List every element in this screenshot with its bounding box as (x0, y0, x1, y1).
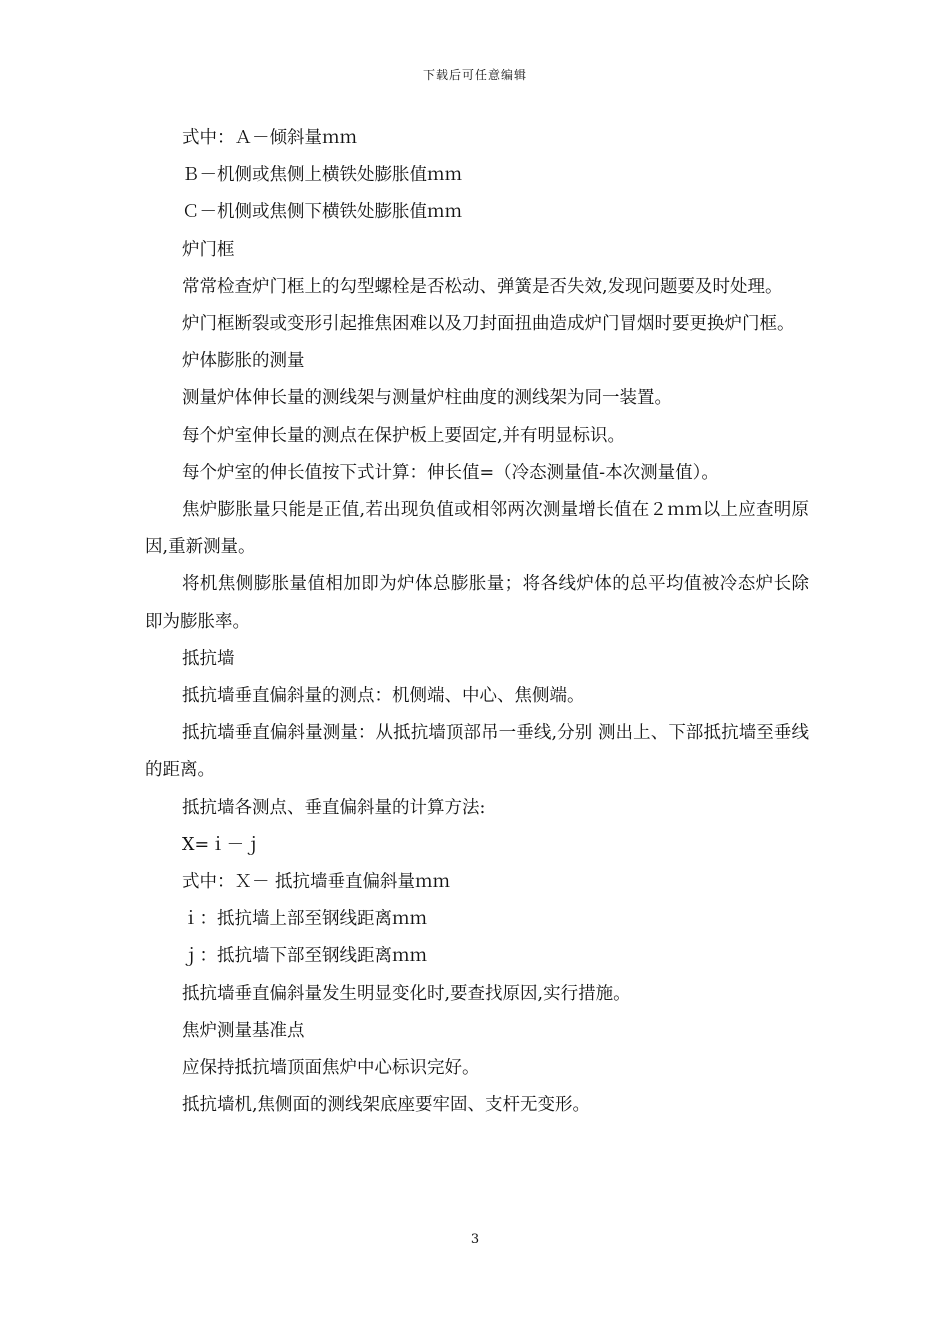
paragraph: 抵抗墙机,焦侧面的测线架底座要牢固、支杆无变形。 (182, 1095, 591, 1116)
paragraph: Ｃ－机侧或焦侧下横铁处膨胀值ｍｍ (182, 202, 462, 223)
paragraph: 式中：Ａ－倾斜量ｍｍ (182, 128, 357, 148)
paragraph: 常常检查炉门框上的勾型螺栓是否松动、弹簧是否失效,发现问题要及时处理。 (182, 276, 783, 297)
page-header: 下载后可任意编辑 (422, 68, 527, 82)
paragraph: 抵抗墙垂直偏斜量测量：从抵抗墙顶部吊一垂线,分别 测出上、下部抵抗墙至垂线的距离。 (145, 723, 809, 781)
section-heading: 炉门框 (182, 239, 235, 260)
paragraph: ｊ：抵抗墙下部至钢线距离ｍｍ (182, 946, 427, 967)
paragraph: 炉门框断裂或变形引起推焦困难以及刀封面扭曲造成炉门冒烟时要更换炉门框。 (182, 314, 795, 335)
section-heading: 抵抗墙 (182, 648, 235, 669)
paragraph: 每个炉室的伸长值按下式计算：伸长值=（冷态测量值-本次测量值）。 (182, 462, 719, 483)
paragraph: ｉ：抵抗墙上部至钢线距离ｍｍ (182, 909, 427, 930)
paragraph: 抵抗墙垂直偏斜量的测点：机侧端、中心、焦侧端。 (182, 686, 585, 707)
paragraph: 抵抗墙垂直偏斜量发生明显变化时,要查找原因,实行措施。 (182, 983, 631, 1004)
paragraph: 将机焦侧膨胀量值相加即为炉体总膨胀量；将各线炉体的总平均值被冷态炉长除即为膨胀率。 (145, 574, 809, 632)
paragraph: Ｂ－机侧或焦侧上横铁处膨胀值ｍｍ (182, 165, 462, 186)
paragraph: 抵抗墙各测点、垂直偏斜量的计算方法: (182, 797, 486, 818)
paragraph: 应保持抵抗墙顶面焦炉中心标识完好。 (182, 1058, 480, 1079)
paragraph: 测量炉体伸长量的测线架与测量炉柱曲度的测线架为同一装置。 (182, 388, 672, 409)
document-body (145, 120, 809, 1124)
formula: X=ｉ－ｊ (182, 834, 262, 855)
section-heading: 炉体膨胀的测量 (182, 351, 305, 372)
paragraph: 焦炉膨胀量只能是正值,若出现负值或相邻两次测量增长值在２ｍｍ以上应查明原因,重新测量。 (145, 500, 809, 558)
page-number: 3 (470, 1232, 480, 1247)
paragraph: 式中：Ｘ－ 抵抗墙垂直偏斜量ｍｍ (182, 872, 451, 893)
paragraph: 每个炉室伸长量的测点在保护板上要固定,并有明显标识。 (182, 425, 626, 446)
section-heading: 焦炉测量基准点 (182, 1020, 305, 1041)
